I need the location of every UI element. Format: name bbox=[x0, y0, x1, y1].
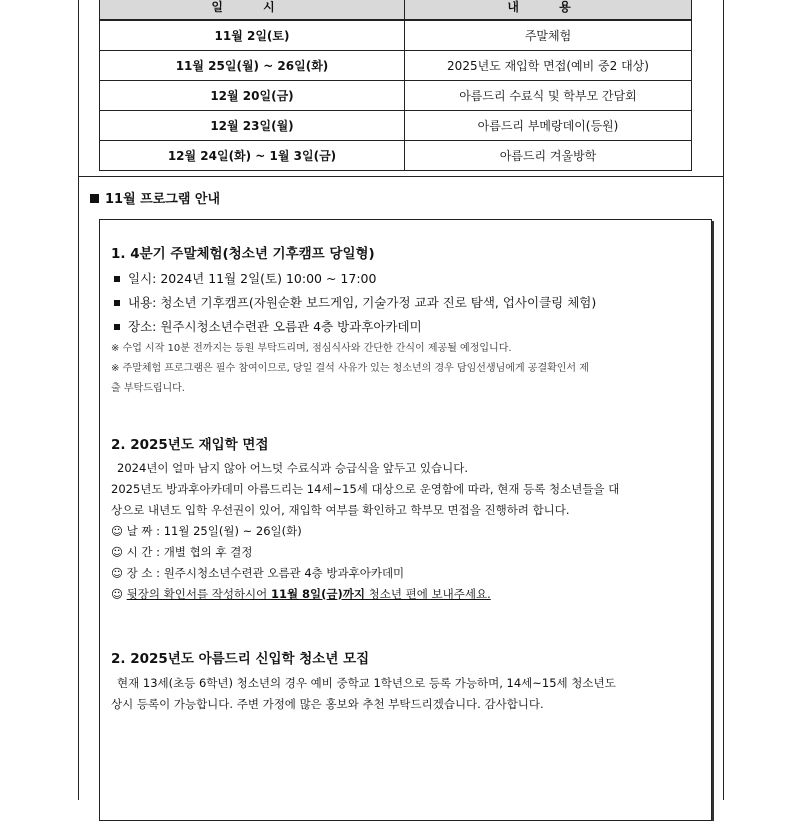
schedule-content: 아름드리 부메랑데이(등원) bbox=[405, 111, 692, 141]
program-2-time: ☺ 시 간 : 개별 협의 후 결정 bbox=[111, 545, 253, 559]
program-1-place: 장소: 원주시청소년수련관 오름관 4층 방과후아카데미 bbox=[128, 319, 422, 334]
schedule-date: 11월 2일(토) bbox=[100, 20, 405, 51]
table-row bbox=[100, 20, 692, 51]
program-3-line: 상시 등록이 가능합니다. 주변 가정에 많은 홍보와 추천 부탁드리겠습니다. 감사합니다. bbox=[111, 697, 544, 711]
schedule-header-date: 일 시 bbox=[100, 0, 405, 20]
schedule-date: 11월 25일(월) ~ 26일(화) bbox=[100, 51, 405, 81]
schedule-date: 12월 20일(금) bbox=[100, 81, 405, 111]
program-1-note: ※ 주말체험 프로그램은 필수 참여이므로, 당일 결석 사유가 있는 청소년의 경우 담임선생님에게 공결확인서 제 bbox=[111, 363, 589, 374]
program-1-content: 내용: 청소년 기후캠프(자원순환 보드게임, 기술가정 교과 진로 탐색, 업사이클링 체험) bbox=[128, 295, 597, 310]
program-3-line: 현재 13세(초등 6학년) 청소년의 경우 예비 중학교 1학년으로 등록 가능하며, 14세~15세 청소년도 bbox=[117, 676, 616, 690]
program-1-note: 출 부탁드립니다. bbox=[111, 383, 185, 394]
program-3 bbox=[111, 645, 716, 715]
list-item bbox=[111, 267, 716, 291]
program-1-date: 일시: 2024년 11월 2일(토) 10:00 ~ 17:00 bbox=[128, 271, 377, 286]
square-bullet-icon bbox=[114, 300, 120, 306]
square-bullet-icon bbox=[90, 194, 99, 203]
program-2-deadline: ☺ 뒷장의 확인서를 작성하시어 11월 8일(금)까지 청소년 편에 보내주세요. bbox=[111, 587, 491, 601]
program-2-date: ☺ 날 짜 : 11월 25일(월) ~ 26일(화) bbox=[111, 524, 302, 538]
schedule-content: 아름드리 겨울방학 bbox=[405, 141, 692, 171]
schedule-content: 2025년도 재입학 면접(예비 중2 대상) bbox=[405, 51, 692, 81]
program-2-place: ☺ 장 소 : 원주시청소년수련관 오름관 4층 방과후아카데미 bbox=[111, 566, 405, 580]
schedule-date: 12월 23일(월) bbox=[100, 111, 405, 141]
square-bullet-icon bbox=[114, 276, 120, 282]
page-border-left bbox=[78, 0, 79, 800]
schedule-table bbox=[99, 0, 692, 171]
program-2-line: 상으로 내년도 입학 우선권이 있어, 재입학 여부를 확인하고 학부모 면접을 진행하려 합니다. bbox=[111, 503, 570, 517]
schedule-content: 주말체험 bbox=[405, 20, 692, 51]
program-1 bbox=[111, 241, 716, 399]
schedule-date: 12월 24일(화) ~ 1월 3일(금) bbox=[100, 141, 405, 171]
section-heading bbox=[90, 188, 220, 207]
section-title: 11월 프로그램 안내 bbox=[105, 192, 221, 207]
table-row bbox=[100, 81, 692, 111]
list-item bbox=[111, 315, 716, 339]
table-row bbox=[100, 51, 692, 81]
schedule-header-row bbox=[100, 0, 692, 20]
program-2 bbox=[111, 432, 716, 605]
schedule-frame-bottom bbox=[78, 176, 723, 177]
program-2-title: 2. 2025년도 재입학 면접 bbox=[111, 437, 269, 453]
program-1-note: ※ 수업 시작 10분 전까지는 등원 부탁드리며, 점심식사와 간단한 간식이 제공될 예정입니다. bbox=[111, 343, 512, 354]
program-1-title: 1. 4분기 주말체험(청소년 기후캠프 당일형) bbox=[111, 246, 375, 262]
list-item bbox=[111, 291, 716, 315]
program-2-line: 2025년도 방과후아카데미 아름드리는 14세~15세 대상으로 운영함에 따라, 현재 등록 청소년들을 대 bbox=[111, 482, 620, 496]
schedule-header-content: 내 용 bbox=[405, 0, 692, 20]
program-2-line: 2024년이 얼마 남지 않아 어느덧 수료식과 승급식을 앞두고 있습니다. bbox=[117, 461, 468, 475]
table-row bbox=[100, 141, 692, 171]
square-bullet-icon bbox=[114, 324, 120, 330]
program-3-title: 2. 2025년도 아름드리 신입학 청소년 모집 bbox=[111, 651, 370, 667]
schedule-content: 아름드리 수료식 및 학부모 간담회 bbox=[405, 81, 692, 111]
table-row bbox=[100, 111, 692, 141]
page-border-right bbox=[723, 0, 724, 800]
